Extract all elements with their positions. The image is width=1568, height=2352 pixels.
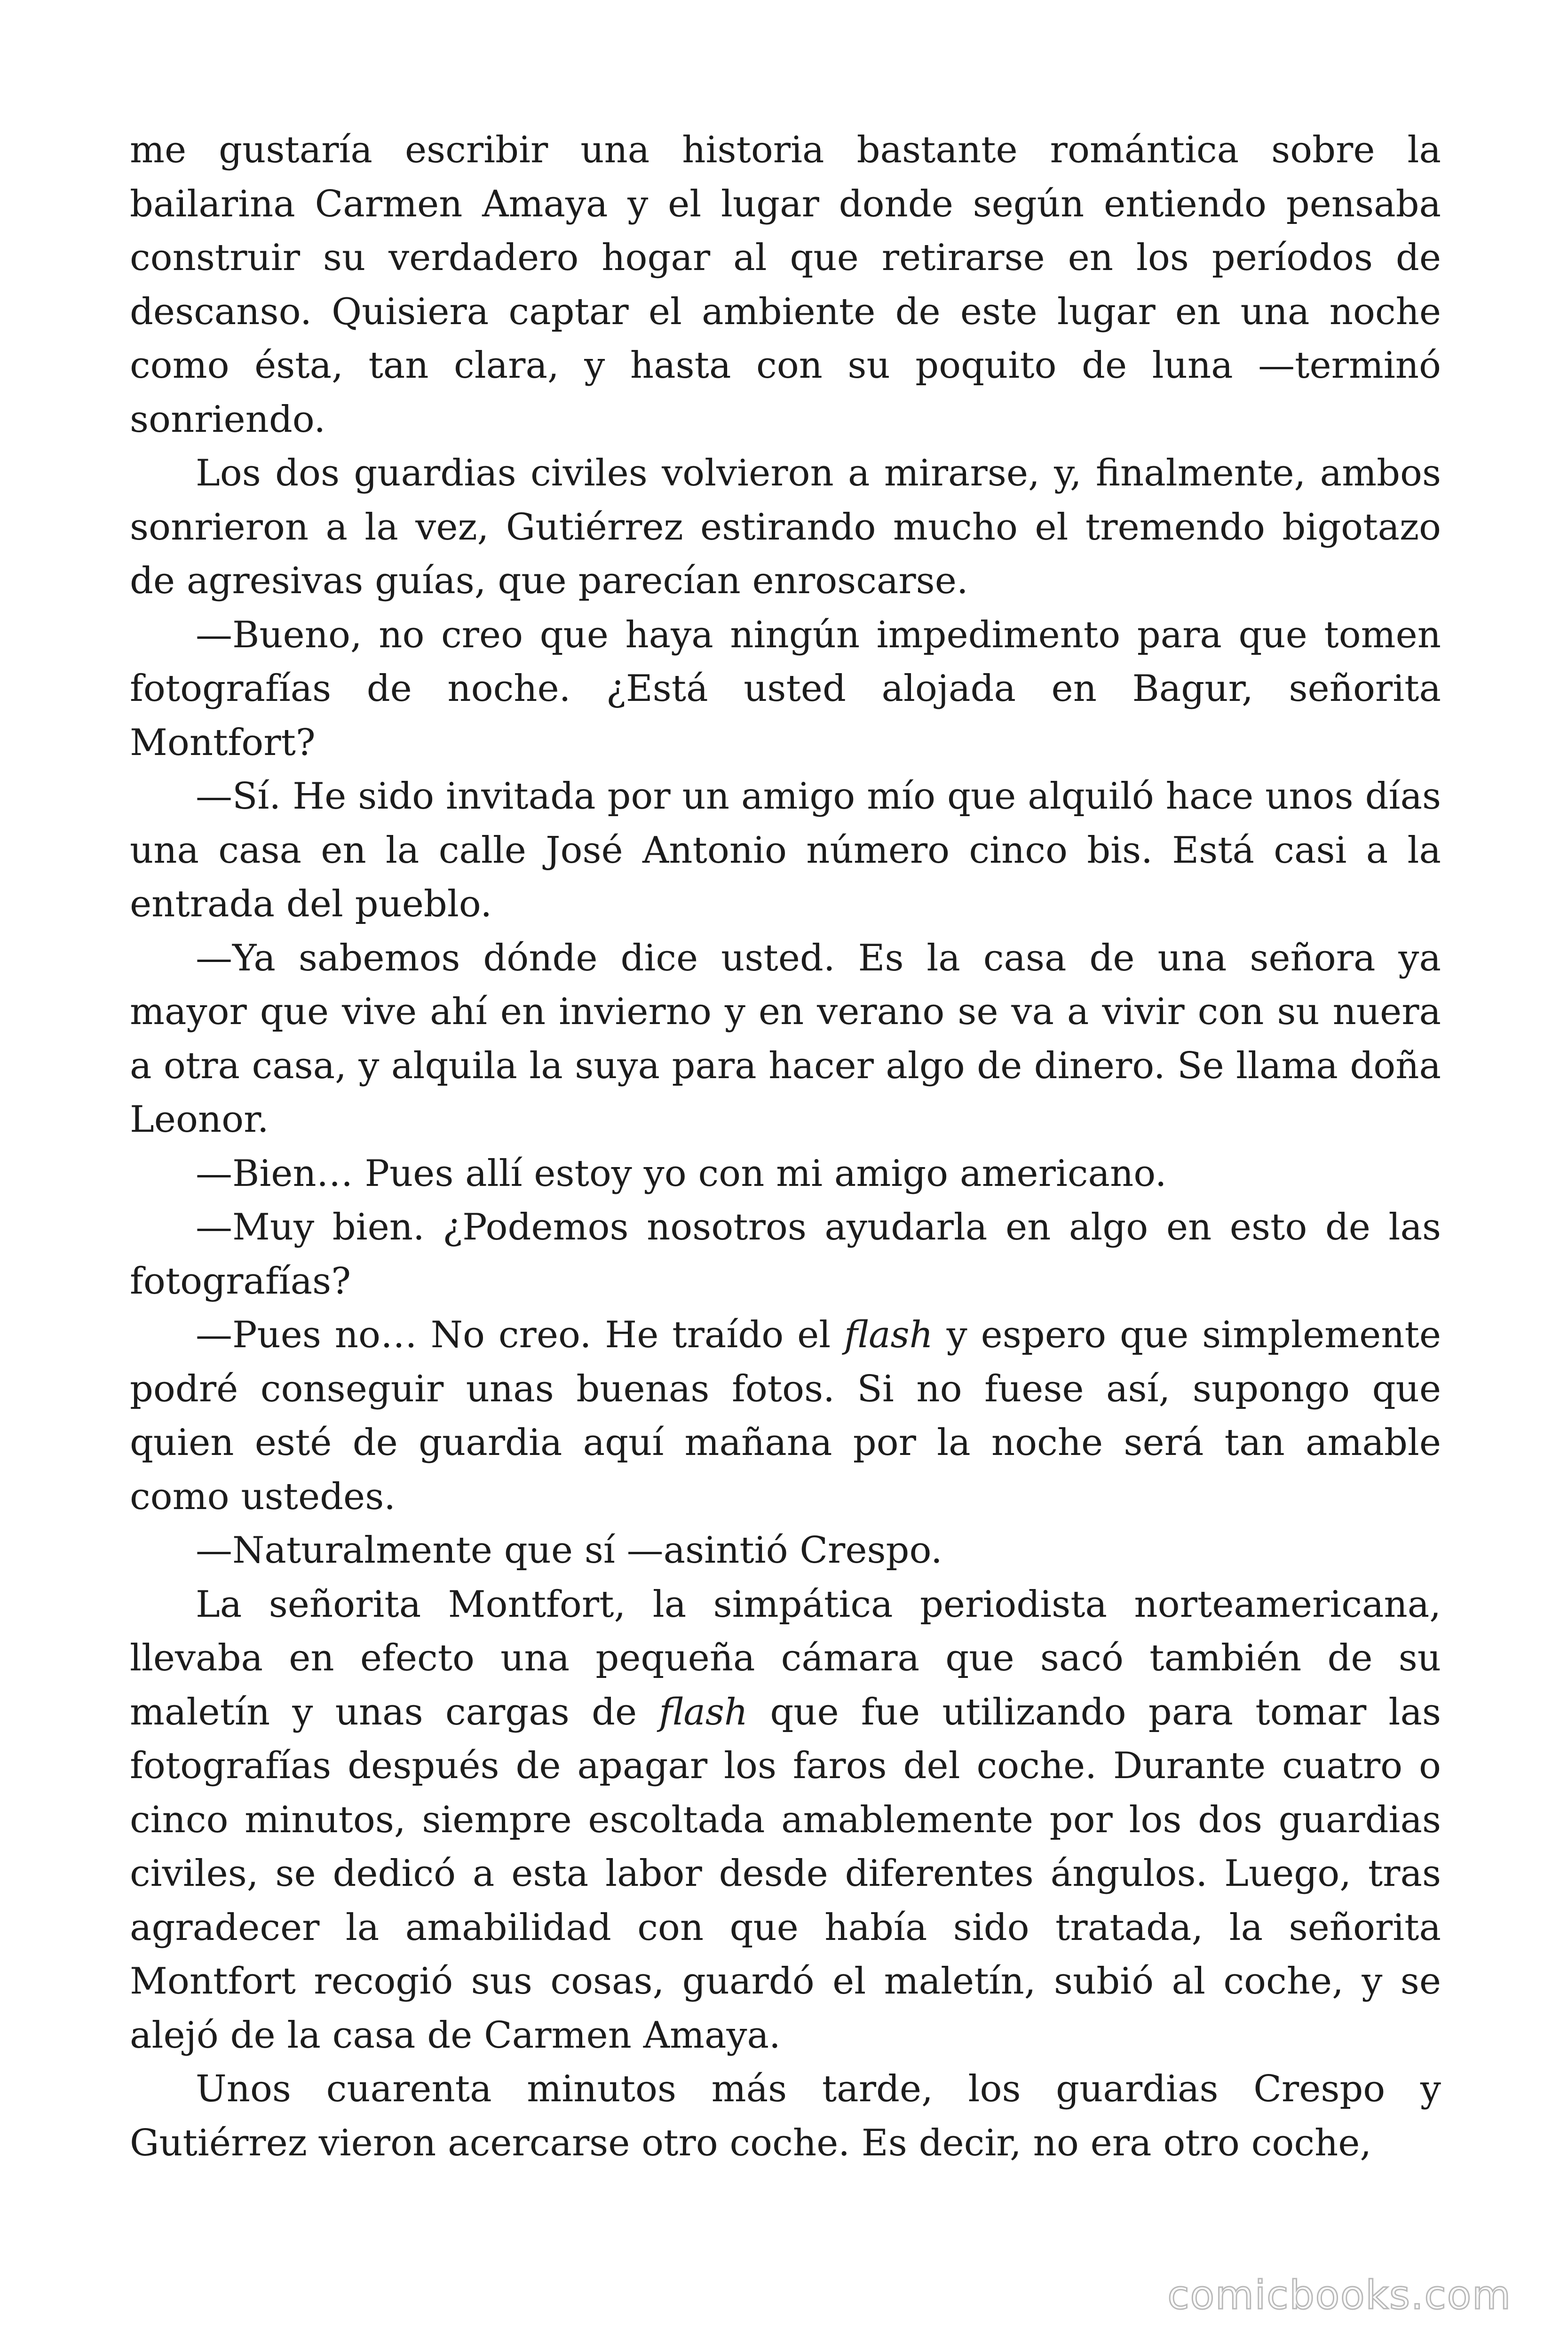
paragraph xyxy=(130,1524,1441,1578)
text-run: Unos cuarenta minutos más tarde, los guardias Crespo y Gutiérrez vieron acercarse otro coche. Es decir, no era otro coche, xyxy=(130,2068,1441,2164)
text-run: —Bueno, no creo que haya ningún impedimento para que tomen fotografías de noche. ¿Está usted alojada en Bagur, señorita Montfort? xyxy=(130,613,1441,764)
paragraph xyxy=(130,1308,1441,1524)
text-run: —Sí. He sido invitada por un amigo mío que alquiló hace unos días una casa en la calle José Antonio número cinco bis. Está casi a la entrada del pueblo. xyxy=(130,775,1441,925)
text-run: —Ya sabemos dónde dice usted. Es la casa de una señora ya mayor que vive ahí en invierno y en verano se va a vivir con su nuera a otra casa, y alquila la suya para hacer algo de dinero. Se llama doña Leonor. xyxy=(130,937,1441,1141)
text-run: me gustaría escribir una historia bastante romántica sobre la bailarina Carmen Amaya y el lugar donde según entiendo pensaba construir su verdadero hogar al que retirarse en los períodos de descanso. Quisiera captar el ambiente de este lugar en una noche como ésta, tan clara, y hasta con su poquito de luna —terminó sonriendo. xyxy=(130,129,1441,441)
paragraph xyxy=(130,1578,1441,2063)
paragraph xyxy=(130,608,1441,770)
watermark: comicbooks.com xyxy=(1167,2272,1512,2318)
text-run: La señorita Montfort, la simpática periodista norteamericana, llevaba en efecto una pequeña cámara que sacó también de su maletín y unas cargas de xyxy=(130,1583,1441,1733)
paragraph xyxy=(130,446,1441,608)
italic-text: flash xyxy=(844,1314,933,1356)
text-run: Los dos guardias civiles volvieron a mirarse, y, finalmente, ambos sonrieron a la vez, Gutiérrez estirando mucho el tremendo bigotazo de agresivas guías, que parecían enroscarse. xyxy=(130,452,1441,602)
body-text xyxy=(130,123,1441,2170)
text-run: —Muy bien. ¿Podemos nosotros ayudarla en algo en esto de las fotografías? xyxy=(130,1206,1441,1303)
text-run: —Naturalmente que sí —asintió Crespo. xyxy=(196,1529,942,1572)
paragraph xyxy=(130,2062,1441,2170)
text-run: —Bien… Pues allí estoy yo con mi amigo americano. xyxy=(196,1152,1167,1195)
text-run: que fue utilizando para tomar las fotografías después de apagar los faros del coche. Durante cuatro o cinco minutos, siempre escoltada amablemente por los dos guardias civiles, se dedicó a esta labor desde diferentes ángulos. Luego, tras agradecer la amabilidad con que había sido tratada, la señorita Montfort recogió sus cosas, guardó el maletín, subió al coche, y se alejó de la casa de Carmen Amaya. xyxy=(130,1691,1441,2057)
paragraph xyxy=(130,770,1441,931)
paragraph xyxy=(130,123,1441,446)
paragraph xyxy=(130,1200,1441,1308)
paragraph xyxy=(130,1147,1441,1201)
text-run: y espero que simplemente podré conseguir unas buenas fotos. Si no fuese así, supongo que quien esté de guardia aquí mañana por la noche será tan amable como ustedes. xyxy=(130,1314,1441,1518)
italic-text: flash xyxy=(659,1691,748,1733)
paragraph xyxy=(130,931,1441,1147)
text-run: —Pues no… No creo. He traído el xyxy=(196,1314,845,1356)
